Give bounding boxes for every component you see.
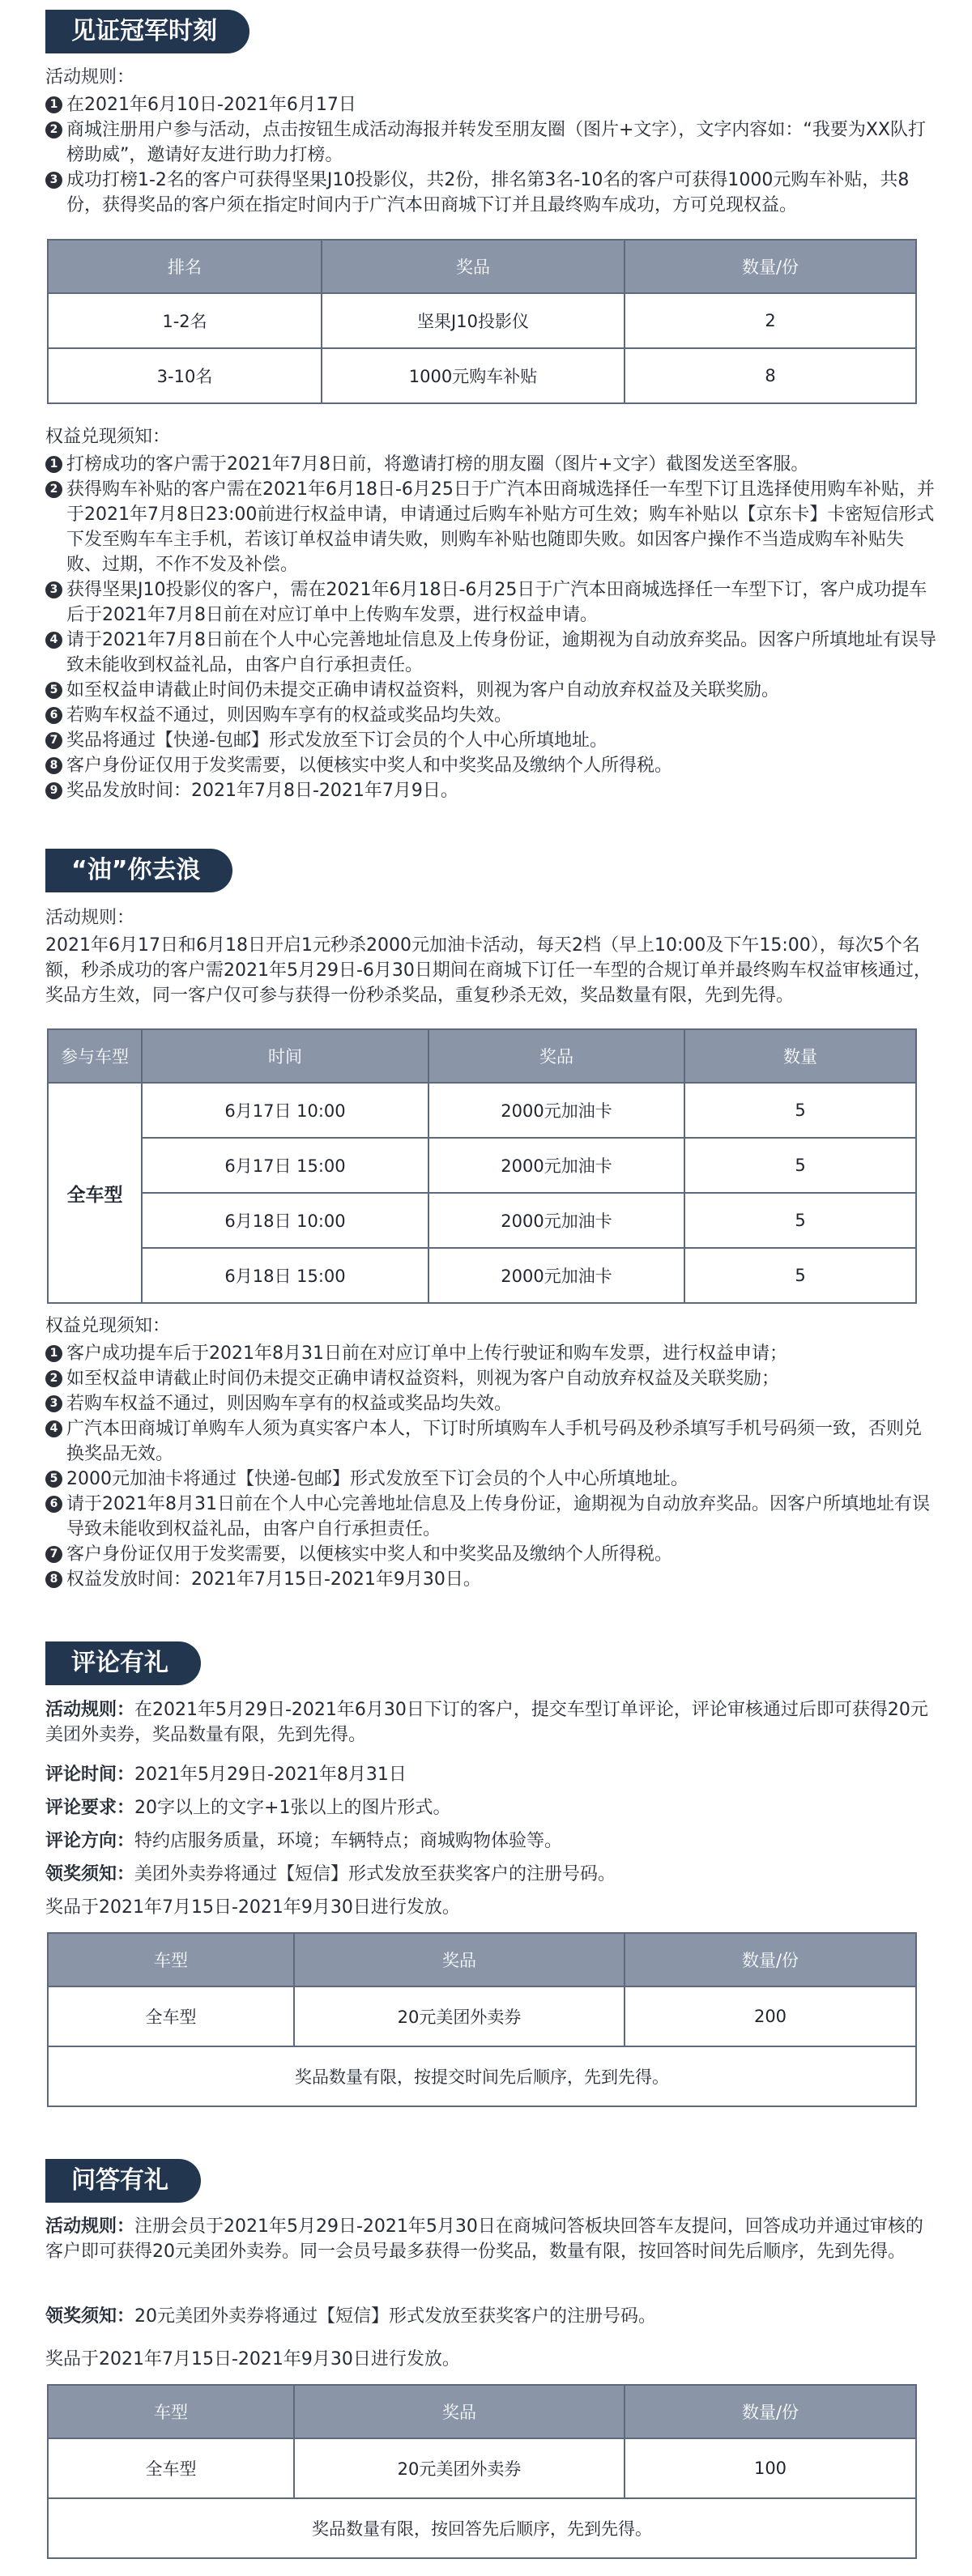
number-marker: 3 [45, 172, 62, 189]
table-header: 奖品 [322, 240, 625, 293]
section-title-qa: 问答有礼 [45, 2159, 201, 2203]
table-cell: 100 [625, 2438, 916, 2498]
list-item: 7 客户身份证仅用于发奖需要，以便核实中奖人和中奖奖品及缴纳个人所得税。 [45, 1542, 936, 1567]
list-item: 6 若购车权益不通过，则因购车享有的权益或奖品均失效。 [45, 703, 936, 728]
number-marker: 2 [45, 481, 62, 498]
qa-award-notice: 领奖须知：20元美团外卖券将通过【短信】形式发放至获奖客户的注册号码。 [45, 2306, 657, 2327]
table-cell: 全车型 [48, 1986, 294, 2046]
table-cell: 8 [625, 348, 916, 403]
number-marker: 5 [45, 682, 62, 699]
table-header: 排名 [48, 240, 322, 293]
number-marker: 1 [45, 96, 62, 113]
table-cell: 1-2名 [48, 293, 322, 348]
table-cell: 2000元加油卡 [428, 1193, 684, 1248]
qa-rules: 活动规则：注册会员于2021年5月29日-2021年5月30日在商城问答板块回答车友提问，回答成功并通过审核的客户即可获得20元美团外卖券。同一会员号最多获得一份奖品，数量有限，按回答时间先后顺序，先到先得。 [45, 2216, 923, 2262]
fuel-card-table [47, 1028, 917, 1304]
table-cell: 2000元加油卡 [428, 1083, 684, 1138]
number-marker: 7 [45, 732, 62, 749]
list-item: 7 奖品将通过【快递-包邮】形式发放至下订会员的个人中心所填地址。 [45, 728, 936, 753]
list-item: 1 打榜成功的客户需于2021年7月8日前，将邀请打榜的朋友圈（图片+文字）截图发送至客服。 [45, 452, 936, 477]
comment-award-date: 奖品于2021年7月15日-2021年9月30日进行发放。 [45, 1897, 460, 1918]
list-item: 3 成功打榜1-2名的客户可获得坚果J10投影仪，共2份，排名第3名-10名的客户可获得1000元购车补贴，共8份，获得奖品的客户须在指定时间内于广汽本田商城下订并且最终购车成功，方可兑现权益。 [45, 168, 936, 218]
list-item: 1 客户成功提车后于2021年8月31日前在对应订单中上传行驶证和购车发票，进行权益申请； [45, 1341, 936, 1366]
notice-heading: 权益兑现须知： [45, 427, 171, 447]
table-header: 奖品 [294, 2385, 625, 2438]
number-marker: 8 [45, 1571, 62, 1588]
notice-list [45, 1341, 936, 1592]
section-title-comment: 评论有礼 [45, 1641, 201, 1685]
table-cell: 2 [625, 293, 916, 348]
list-item: 5 2000元加油卡将通过【快递-包邮】形式发放至下订会员的个人中心所填地址。 [45, 1467, 936, 1492]
comment-requirement: 评论要求：20字以上的文字+1张以上的图片形式。 [45, 1798, 451, 1818]
table-header: 参与车型 [48, 1029, 142, 1083]
table-header: 奖品 [428, 1029, 684, 1083]
rules-paragraph: 2021年6月17日和6月18日开启1元秒杀2000元加油卡活动，每天2档（早上10:00及下午15:00），每次5个名额，秒杀成功的客户需2021年5月29日-6月30日期间在商城下订任一车型的合规订单并最终购车权益审核通过，奖品方生效，同一客户仅可参与获得一份秒杀奖品，重复秒杀无效，奖品数量有限，先到先得。 [45, 935, 932, 1006]
table-header: 车型 [48, 2385, 294, 2438]
table-cell: 20元美团外卖券 [294, 2438, 625, 2498]
qa-prize-table [47, 2384, 917, 2559]
list-item: 3 获得坚果J10投影仪的客户，需在2021年6月18日-6月25日于广汽本田商城选择任一车型下订，客户成功提车后于2021年7月8日前在对应订单中上传购车发票，进行权益申请。 [45, 577, 936, 628]
rules-list [45, 92, 936, 218]
number-marker: 1 [45, 456, 62, 473]
table-header-row [48, 1933, 916, 1986]
number-marker: 4 [45, 1420, 62, 1437]
table-cell: 5 [684, 1138, 916, 1193]
table-row [48, 293, 916, 348]
table-header: 奖品 [294, 1933, 625, 1986]
section-title-fuel: “油”你去浪 [45, 849, 232, 892]
list-item: 5 如至权益申请截止时间仍未提交正确申请权益资料，则视为客户自动放弃权益及关联奖励。 [45, 678, 936, 703]
table-footer-row [48, 2498, 916, 2558]
table-row [48, 1138, 916, 1193]
table-row [48, 1986, 916, 2046]
table-footer-note: 奖品数量有限，按提交时间先后顺序，先到先得。 [48, 2046, 916, 2106]
list-item: 2 商城注册用户参与活动，点击按钮生成活动海报并转发至朋友圈（图片+文字），文字内容如：“我要为XX队打榜助威”，邀请好友进行助力打榜。 [45, 117, 936, 168]
table-row [48, 1083, 916, 1138]
number-marker: 2 [45, 121, 62, 138]
number-marker: 9 [45, 782, 62, 799]
table-cell: 6月17日 10:00 [142, 1083, 428, 1138]
table-footer-note: 奖品数量有限，按回答先后顺序，先到先得。 [48, 2498, 916, 2558]
comment-direction: 评论方向：特约店服务质量，环境；车辆特点；商城购物体验等。 [45, 1831, 563, 1851]
list-item: 4 请于2021年7月8日前在个人中心完善地址信息及上传身份证，逾期视为自动放弃奖品。因客户所填地址有误导致未能收到权益礼品，由客户自行承担责任。 [45, 628, 936, 678]
merged-car-model-cell: 全车型 [48, 1083, 142, 1303]
qa-award-date: 奖品于2021年7月15日-2021年9月30日进行发放。 [45, 2349, 460, 2369]
notice-heading: 权益兑现须知： [45, 1316, 171, 1336]
list-item: 9 奖品发放时间：2021年7月8日-2021年7月9日。 [45, 778, 936, 803]
table-header: 数量/份 [625, 1933, 916, 1986]
table-cell: 6月17日 15:00 [142, 1138, 428, 1193]
rules-heading: 活动规则： [45, 908, 135, 928]
table-cell: 6月18日 10:00 [142, 1193, 428, 1248]
rules-heading: 活动规则： [45, 67, 135, 87]
notice-list [45, 452, 936, 803]
table-footer-row [48, 2046, 916, 2106]
comment-rules: 活动规则：在2021年5月29日-2021年6月30日下订的客户，提交车型订单评论，评论审核通过后即可获得20元美团外卖券，奖品数量有限，先到先得。 [45, 1700, 928, 1745]
table-cell: 2000元加油卡 [428, 1248, 684, 1303]
table-cell: 3-10名 [48, 348, 322, 403]
comment-time: 评论时间：2021年5月29日-2021年8月31日 [45, 1765, 407, 1785]
table-cell: 坚果J10投影仪 [322, 293, 625, 348]
number-marker: 3 [45, 1395, 62, 1412]
table-header: 数量 [684, 1029, 916, 1083]
table-header: 数量/份 [625, 240, 916, 293]
list-item: 8 客户身份证仅用于发奖需要，以便核实中奖人和中奖奖品及缴纳个人所得税。 [45, 753, 936, 778]
table-row [48, 1193, 916, 1248]
table-cell: 20元美团外卖券 [294, 1986, 625, 2046]
list-item: 8 权益发放时间：2021年7月15日-2021年9月30日。 [45, 1567, 936, 1592]
table-row [48, 1248, 916, 1303]
table-cell: 全车型 [48, 2438, 294, 2498]
number-marker: 1 [45, 1345, 62, 1362]
number-marker: 7 [45, 1546, 62, 1563]
table-cell: 5 [684, 1083, 916, 1138]
table-cell: 2000元加油卡 [428, 1138, 684, 1193]
number-marker: 6 [45, 1496, 62, 1513]
comment-prize-table [47, 1932, 917, 2107]
table-row [48, 2438, 916, 2498]
number-marker: 8 [45, 757, 62, 774]
number-marker: 2 [45, 1370, 62, 1387]
table-cell: 5 [684, 1193, 916, 1248]
table-header-row [48, 240, 916, 293]
table-row [48, 348, 916, 403]
table-header: 车型 [48, 1933, 294, 1986]
section-title-champion: 见证冠军时刻 [45, 10, 249, 53]
table-header-row [48, 1029, 916, 1083]
table-cell: 1000元购车补贴 [322, 348, 625, 403]
number-marker: 6 [45, 707, 62, 724]
list-item: 1 在2021年6月10日-2021年6月17日 [45, 92, 936, 117]
table-cell: 5 [684, 1248, 916, 1303]
list-item: 2 获得购车补贴的客户需在2021年6月18日-6月25日于广汽本田商城选择任一车型下订且选择使用购车补贴，并于2021年7月8日23:00前进行权益申请，申请通过后购车补贴方可生效；购车补贴以【京东卡】卡密短信形式下发至购车车主手机，若该订单权益申请失败，则购车补贴也随即失败。如因客户操作不当造成购车补贴失败、过期，不作不发及补偿。 [45, 477, 936, 577]
number-marker: 4 [45, 632, 62, 649]
list-item: 6 请于2021年8月31日前在个人中心完善地址信息及上传身份证，逾期视为自动放弃奖品。因客户所填地址有误导致未能收到权益礼品，由客户自行承担责任。 [45, 1492, 936, 1542]
table-header: 时间 [142, 1029, 428, 1083]
table-cell: 200 [625, 1986, 916, 2046]
list-item: 2 如至权益申请截止时间仍未提交正确申请权益资料，则视为客户自动放弃权益及关联奖励； [45, 1366, 936, 1391]
table-header-row [48, 2385, 916, 2438]
list-item: 3 若购车权益不通过，则因购车享有的权益或奖品均失效。 [45, 1391, 936, 1416]
number-marker: 3 [45, 581, 62, 598]
list-item: 4 广汽本田商城订单购车人须为真实客户本人，下订时所填购车人手机号码及秒杀填写手机号码须一致，否则兑换奖品无效。 [45, 1416, 936, 1467]
table-header: 数量/份 [625, 2385, 916, 2438]
ranking-prize-table [47, 239, 917, 404]
table-cell: 6月18日 15:00 [142, 1248, 428, 1303]
comment-award-notice: 领奖须知：美团外卖券将通过【短信】形式发放至获奖客户的注册号码。 [45, 1864, 616, 1884]
number-marker: 5 [45, 1471, 62, 1488]
